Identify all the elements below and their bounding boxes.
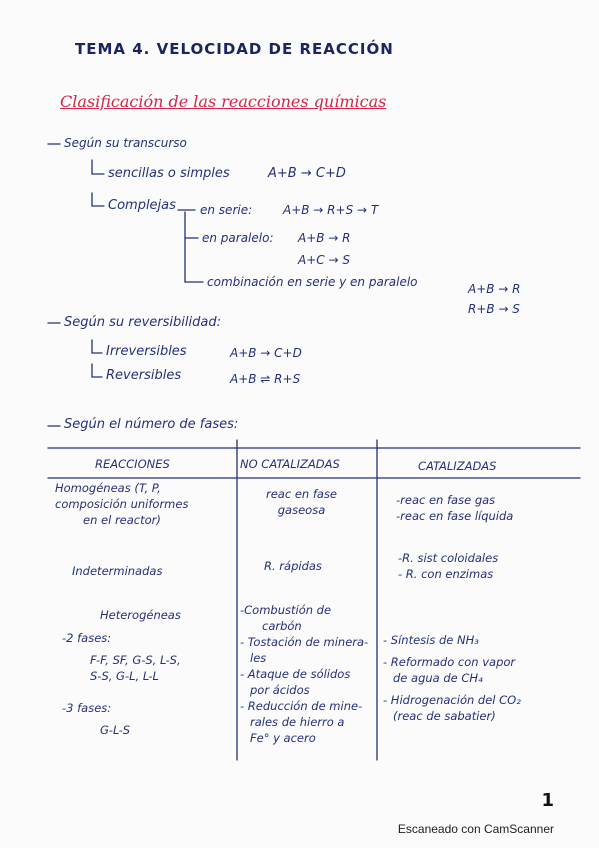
section-subtitle: Clasificación de las reacciones químicas	[60, 92, 387, 111]
heading-transcurso: Según su transcurso	[64, 136, 187, 150]
page-title: TEMA 4. VELOCIDAD DE REACCIÓN	[75, 40, 394, 58]
table-row-homogeneas: Homogéneas (T, P, composición uniformes en el reactor)	[55, 481, 189, 527]
homogeneas-catalizadas: -reac en fase gas -reac en fase líquida	[396, 493, 514, 523]
table-row-heterogeneas: Heterogéneas	[100, 608, 181, 622]
table-header-reacciones: REACCIONES	[95, 457, 170, 471]
serie-equation: A+B → R+S → T	[283, 203, 379, 217]
complex-label: Complejas	[108, 198, 176, 213]
combinacion-label: combinación en serie y en paralelo	[207, 275, 418, 289]
reversible-equation: A+B ⇌ R+S	[230, 372, 301, 386]
paralelo-equation-1: A+B → R	[298, 231, 351, 245]
irreversible-label: Irreversibles	[106, 344, 187, 359]
tres-fases-list: G-L-S	[100, 723, 131, 737]
table-row-indeterminadas: Indeterminadas	[72, 564, 163, 578]
paralelo-label: en paralelo:	[202, 231, 274, 245]
reversible-label: Reversibles	[106, 368, 182, 383]
homogeneas-no-catalizadas: reac en fase gaseosa	[266, 487, 338, 517]
heading-fases: Según el número de fases:	[64, 417, 239, 432]
irreversible-equation: A+B → C+D	[230, 346, 302, 360]
bracket	[92, 340, 102, 353]
scanner-footer: Escaneado con CamScanner	[397, 822, 554, 836]
heterogeneas-catalizadas: - Síntesis de NH₃ - Reformado con vapor de agua de CH₄ - Hidrogenación del CO₂ (reac de sabatier)	[383, 633, 521, 723]
table-header-catalizadas: CATALIZADAS	[418, 459, 497, 473]
simple-label: sencillas o simples	[108, 166, 230, 181]
bracket	[92, 364, 102, 377]
indeterminadas-catalizadas: -R. sist coloidales - R. con enzimas	[398, 551, 499, 581]
heterogeneas-no-catalizadas: -Combustión de carbón - Tostación de minera- les - Ataque de sólidos por ácidos - Reducción de mine- rales de hierro a Fe° y acero	[240, 603, 369, 745]
serie-label: en serie:	[200, 203, 253, 217]
bracket	[92, 193, 104, 206]
heading-reversibilidad: Según su reversibilidad:	[64, 315, 221, 330]
indeterminadas-no-catalizadas: R. rápidas	[264, 559, 322, 573]
paralelo-equation-2: A+C → S	[298, 253, 350, 267]
page-number: 1	[541, 790, 554, 811]
dos-fases-list: F-F, SF, G-S, L-S, S-S, G-L, L-L	[90, 653, 181, 683]
table-header-no-catalizadas: NO CATALIZADAS	[240, 457, 340, 471]
combinacion-equation-1: A+B → R	[468, 282, 521, 296]
simple-equation: A+B → C+D	[268, 166, 346, 181]
dos-fases-label: -2 fases:	[62, 631, 112, 645]
bracket	[92, 160, 104, 174]
tres-fases-label: -3 fases:	[62, 701, 112, 715]
combinacion-equation-2: R+B → S	[468, 302, 520, 316]
